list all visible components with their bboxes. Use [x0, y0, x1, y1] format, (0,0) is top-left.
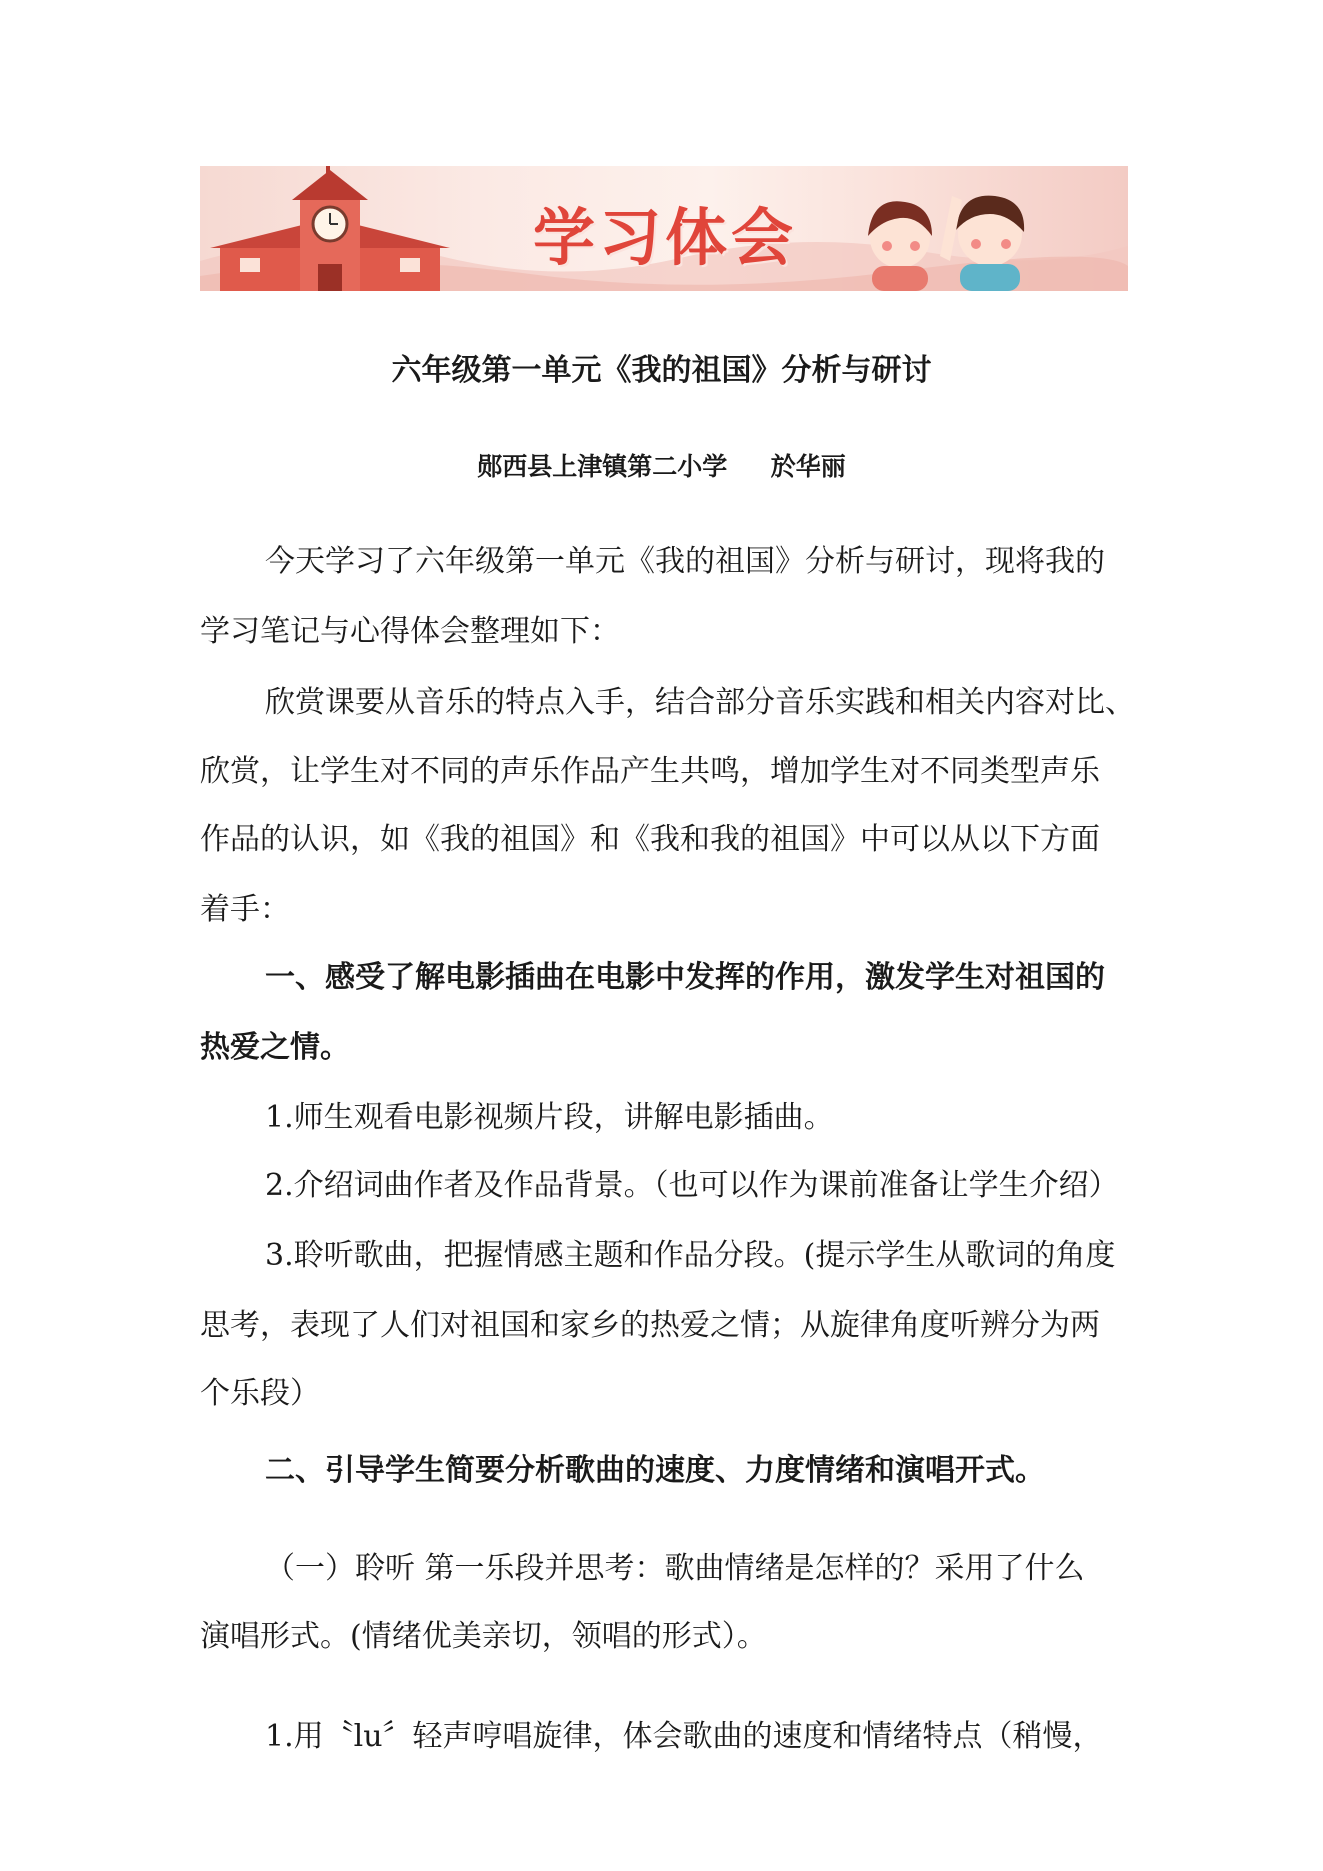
page-title: 六年级第一单元《我的祖国》分析与研讨: [391, 353, 932, 388]
section-heading: 热爱之情。: [200, 1030, 350, 1065]
paragraph-line: 欣赏课要从音乐的特点入手，结合部分音乐实践和相关内容对比、: [265, 685, 1135, 720]
paragraph-line: 着手：: [200, 892, 290, 927]
paragraph-line: 思考，表现了人们对祖国和家乡的热爱之情；从旋律角度听辨分为两: [200, 1308, 1100, 1343]
banner-title: 学习体会: [533, 201, 798, 274]
paragraph-line: 学习笔记与心得体会整理如下：: [200, 614, 620, 649]
paragraph-line: 欣赏，让学生对不同的声乐作品产生共鸣，增加学生对不同类型声乐: [200, 754, 1100, 789]
paragraph-line: 演唱形式。(情绪优美亲切，领唱的形式）。: [200, 1619, 767, 1654]
list-item: 3.聆听歌曲，把握情感主题和作品分段。(提示学生从歌词的角度: [265, 1238, 1116, 1273]
paragraph-line: 作品的认识，如《我的祖国》和《我和我的祖国》中可以从以下方面: [200, 822, 1100, 857]
paragraph-line: （一）聆听 第一乐段并思考：歌曲情绪是怎样的？采用了什么: [265, 1551, 1085, 1586]
list-item: 1.用〝lu〞轻声哼唱旋律，体会歌曲的速度和情绪特点（稍慢，: [265, 1719, 1103, 1754]
list-item: 1.师生观看电影视频片段，讲解电影插曲。: [265, 1100, 834, 1135]
banner: [200, 166, 1128, 291]
paragraph-line: 今天学习了六年级第一单元《我的祖国》分析与研讨，现将我的: [265, 544, 1105, 579]
section-heading: 一、感受了解电影插曲在电影中发挥的作用，激发学生对祖国的: [265, 960, 1105, 995]
section-heading: 二、引导学生简要分析歌曲的速度、力度情绪和演唱开式。: [265, 1453, 1045, 1488]
author-line: 郧西县上津镇第二小学 於华丽: [477, 452, 846, 481]
paragraph-line: 个乐段）: [200, 1376, 320, 1411]
list-item: 2.介绍词曲作者及作品背景。（也可以作为课前准备让学生介绍）: [265, 1168, 1119, 1203]
school-building-icon: [210, 166, 450, 291]
